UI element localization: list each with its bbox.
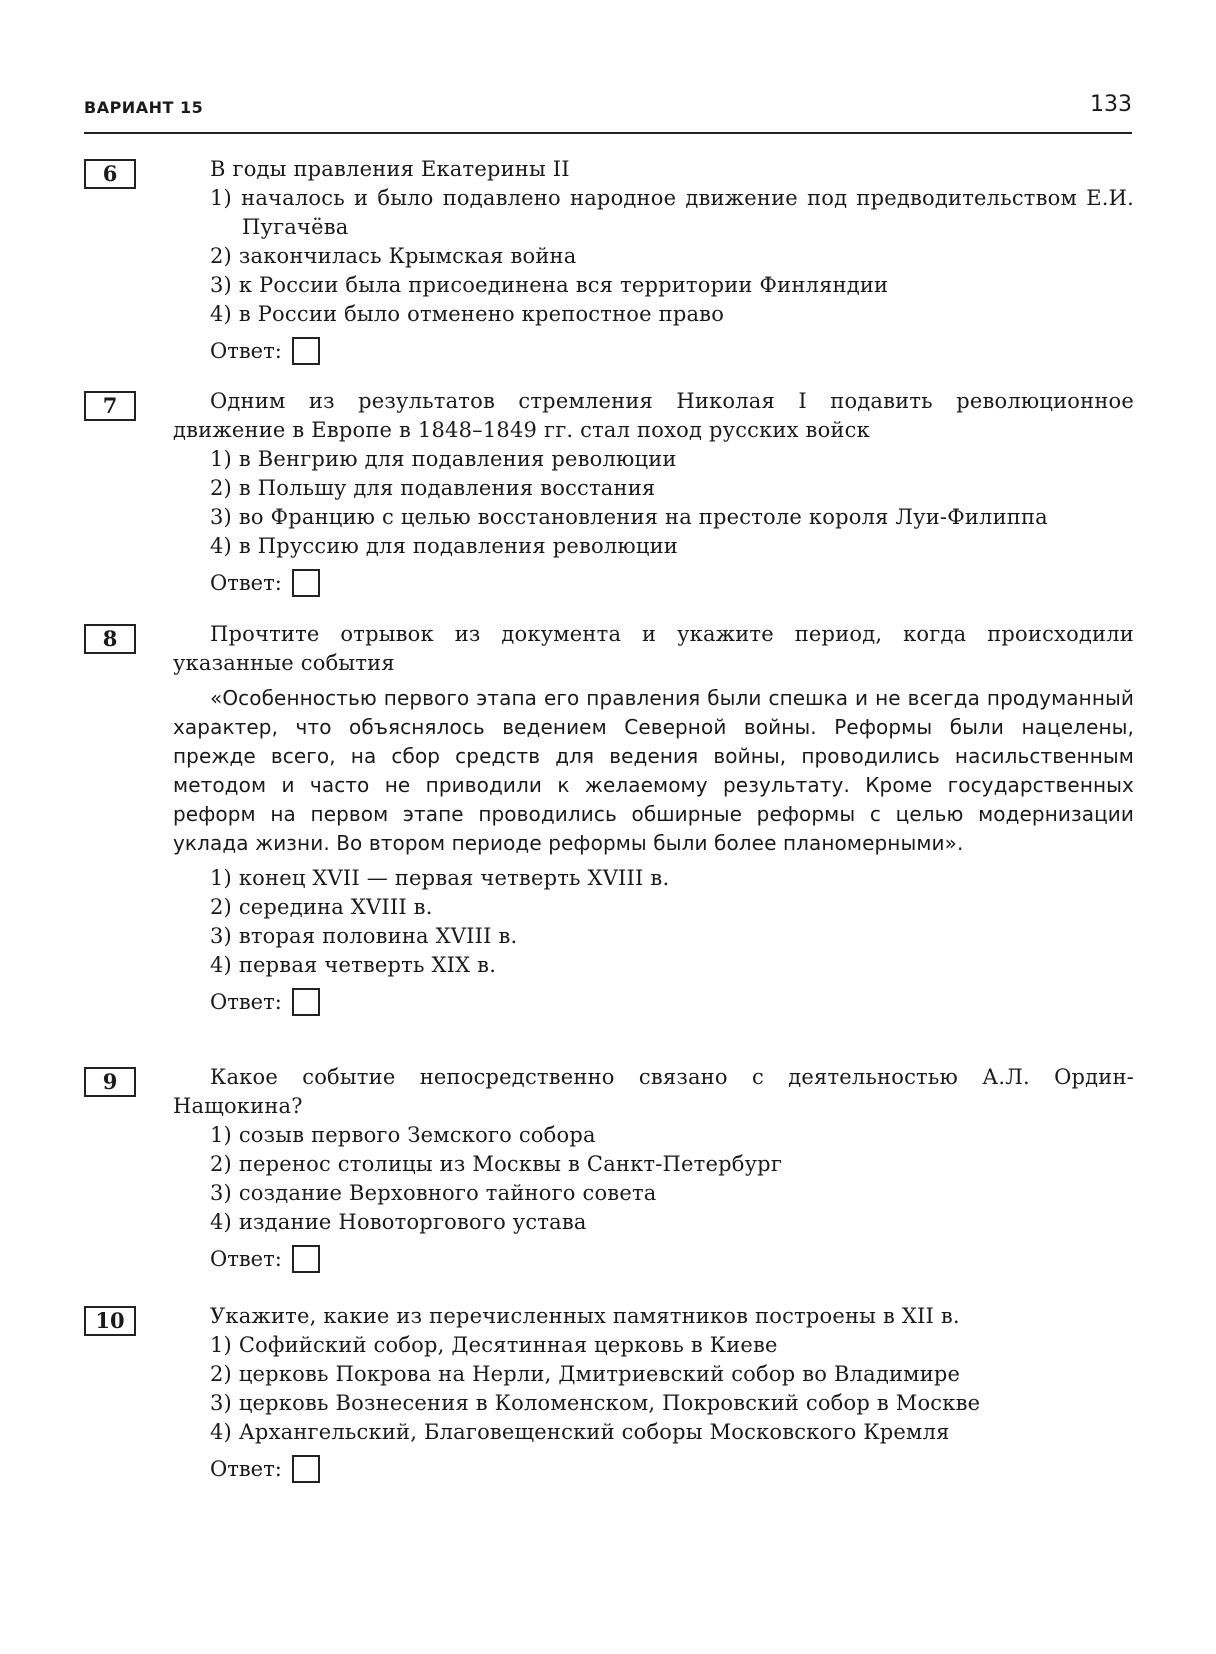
- page-header: [84, 92, 1132, 134]
- question-10: [84, 1302, 1134, 1485]
- option: 4) в Пруссию для подавления революции: [210, 534, 678, 558]
- option: 2) закончилась Крымская война: [210, 244, 577, 268]
- answer-row: [210, 1453, 1134, 1485]
- option: 1) созыв первого Земского собора: [210, 1123, 596, 1147]
- answer-row: [210, 1243, 1134, 1275]
- option: 4) в России было отменено крепостное право: [210, 302, 725, 326]
- options-list: [210, 1331, 1134, 1447]
- option: 1) конец XVII — первая четверть XVIII в.: [210, 866, 670, 890]
- answer-label: Ответ:: [210, 1457, 282, 1481]
- option: 1) Софийский собор, Десятинная церковь в Киеве: [210, 1333, 778, 1357]
- answer-box[interactable]: [292, 1245, 320, 1273]
- answer-box[interactable]: [292, 337, 320, 365]
- question-text: Одним из результатов стремления Николая I подавить революционное движение в Европе в 1848–1849 гг. стал поход русских войск: [173, 389, 1134, 442]
- question-text: Укажите, какие из перечисленных памятников построены в XII в.: [210, 1304, 960, 1328]
- answer-box[interactable]: [292, 569, 320, 597]
- option: 3) вторая половина XVIII в.: [210, 924, 518, 948]
- options-list: [210, 184, 1134, 329]
- question-number: 8: [84, 624, 136, 654]
- options-list: [210, 445, 1134, 561]
- question-text: В годы правления Екатерины II: [210, 157, 570, 181]
- options-list: [210, 864, 1134, 980]
- answer-label: Ответ:: [210, 571, 282, 595]
- question-text: Прочтите отрывок из документа и укажите период, когда происходили указанные события: [173, 622, 1134, 675]
- option: 3) создание Верховного тайного совета: [210, 1181, 657, 1205]
- option: 3) церковь Вознесения в Коломенском, Покровский собор в Москве: [210, 1391, 981, 1415]
- option: 4) Архангельский, Благовещенский соборы Московского Кремля: [210, 1420, 950, 1444]
- answer-row: [210, 986, 1134, 1018]
- question-number: 7: [84, 391, 136, 421]
- question-6: [84, 155, 1134, 367]
- option: 4) издание Новоторгового устава: [210, 1210, 587, 1234]
- option: 2) в Польшу для подавления восстания: [210, 476, 656, 500]
- question-7: [84, 387, 1134, 599]
- question-9: [84, 1063, 1134, 1275]
- option: 3) во Францию с целью восстановления на престоле короля Луи-Филиппа: [210, 505, 1048, 529]
- option: 1) в Венгрию для подавления революции: [210, 447, 677, 471]
- answer-label: Ответ:: [210, 1247, 282, 1271]
- question-number: 9: [84, 1067, 136, 1097]
- question-text: Какое событие непосредственно связано с деятельностью А.Л. Ордин-Нащокина?: [173, 1065, 1134, 1118]
- document-quote: «Особенностью первого этапа его правления были спешка и не всегда продуманный характер, что объяснялось ведением Северной войны. Реформы были нацелены, прежде всего, на сбор средств для ведения войны, проводились насильственным методом и часто не приводили к желаемому результату. Кроме государственных реформ на первом этапе проводились обширные реформы с целью модернизации уклада жизни. Во втором периоде реформы были более планомерными».: [173, 686, 1134, 855]
- answer-box[interactable]: [292, 988, 320, 1016]
- answer-label: Ответ:: [210, 339, 282, 363]
- answer-box[interactable]: [292, 1455, 320, 1483]
- option: 2) перенос столицы из Москвы в Санкт-Петербург: [210, 1152, 783, 1176]
- option: 3) к России была присоединена вся территории Финляндии: [210, 273, 889, 297]
- option: 4) первая четверть XIX в.: [210, 953, 497, 977]
- answer-row: [210, 335, 1134, 367]
- options-list: [210, 1121, 1134, 1237]
- page-number: 133: [1090, 92, 1132, 117]
- option: 2) церковь Покрова на Нерли, Дмитриевский собор во Владимире: [210, 1362, 961, 1386]
- option: 1) началось и было подавлено народное движение под предводительством Е.И. Пугачёва: [210, 186, 1134, 239]
- question-number: 6: [84, 159, 136, 189]
- variant-label: ВАРИАНТ 15: [84, 98, 204, 117]
- question-8: [84, 620, 1134, 1018]
- question-number: 10: [84, 1306, 136, 1336]
- option: 2) середина XVIII в.: [210, 895, 433, 919]
- answer-label: Ответ:: [210, 990, 282, 1014]
- answer-row: [210, 567, 1134, 599]
